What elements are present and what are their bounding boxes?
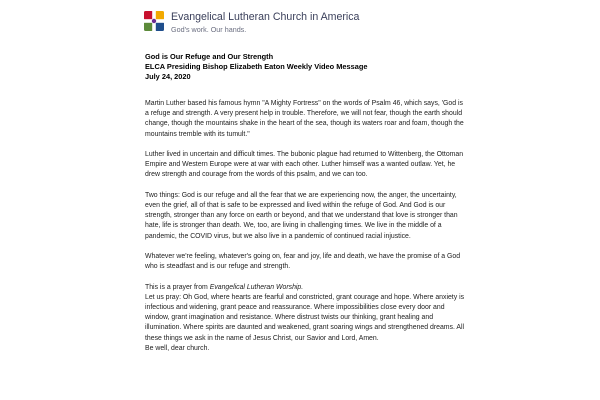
prayer-source: Evangelical Lutheran Worship. xyxy=(209,283,304,291)
prayer-closing: Be well, dear church. xyxy=(145,344,210,352)
document-title: God is Our Refuge and Our Strength xyxy=(145,52,274,61)
paragraph-luther: Luther lived in uncertain and difficult times. The bubonic plague had returned to Wittenberg, the Ottoman Empire and Western Europe were at war with each other. Luther himself was a wanted outlaw. Yet, he drew strength and courage from the words of this psalm, and we can too. xyxy=(145,151,464,179)
elca-cross-logo xyxy=(142,9,166,33)
org-name: Evangelical Lutheran Church in America xyxy=(171,11,360,23)
document-heading xyxy=(145,52,367,82)
paragraph-two-things: Two things: God is our refuge and all the fear that we are experiencing now, the anger, the uncertainty, even the grief, all of that is safe to be expressed and lived within the refuge of God. And God is our strength, stronger than any force on earth or beyond, and that we understand that love is stronger than hate, life is stronger than death. We, too, are living in challenging times. We live in the middle of a pandemic, the COVID virus, but we also live in a pandemic of continued racial injustice. xyxy=(145,191,458,240)
paragraph-prayer xyxy=(145,283,467,354)
org-tagline: God's work. Our hands. xyxy=(171,25,247,34)
document-subtitle: ELCA Presiding Bishop Elizabeth Eaton Weekly Video Message xyxy=(145,62,368,71)
logo-segment-gold xyxy=(155,11,164,20)
logo-center xyxy=(152,19,156,23)
paragraph-psalm: Martin Luther based his famous hymn "A Mighty Fortress" on the words of Psalm 46, which says, 'God is a refuge and strength. A very present help in trouble. Therefore, we will not fear, though the earth should change, though the mountains shake in the heart of the sea, though its waters roar and foam, though the mountains tremble with its tumult." xyxy=(145,100,464,138)
prayer-intro xyxy=(145,283,467,293)
logo-segment-blue xyxy=(155,22,164,31)
document-body xyxy=(145,99,467,364)
logo-segment-green xyxy=(144,22,153,31)
prayer-text: Let us pray: Oh God, where hearts are fearful and constricted, grant courage and hope. Where anxiety is infectious and widening, grant peace and reassurance. Where impossibilities close every door and window, grant imagination and resistance. Where distrust twists our thinking, grant healing and illumination. Where spirits are daunted and weakened, grant soaring wings and strengthened dreams. All these things we ask in the name of Jesus Christ, our Savior and Lord, Amen. xyxy=(145,293,465,342)
paragraph-promise: Whatever we're feeling, whatever's going on, fear and joy, life and death, we have the promise of a God who is steadfast and is our refuge and strength. xyxy=(145,253,461,271)
document-date: July 24, 2020 xyxy=(145,72,191,81)
logo-segment-red xyxy=(144,11,153,20)
prayer-intro-prefix: This is a prayer from xyxy=(145,283,210,291)
